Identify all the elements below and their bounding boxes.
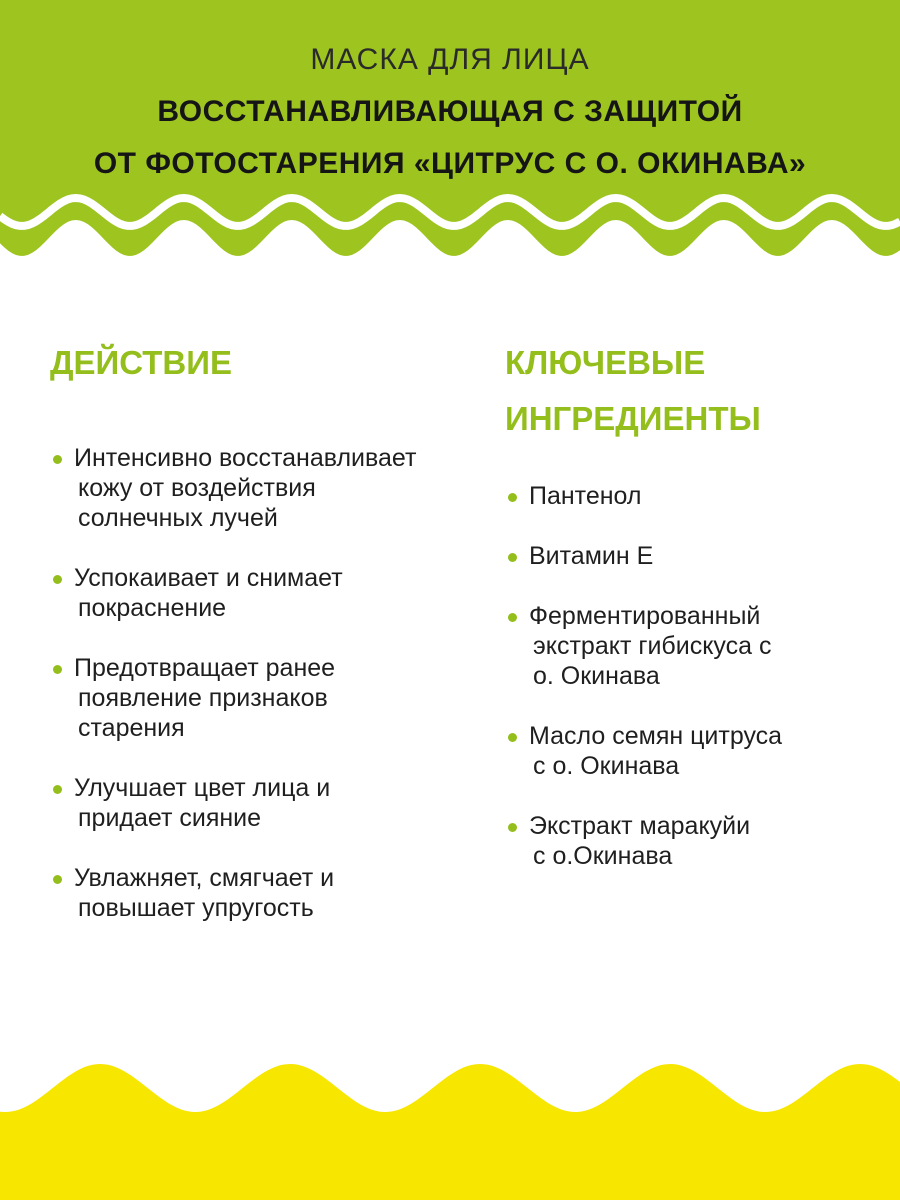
- action-item-text: [74, 653, 470, 743]
- ingredient-item-text: [529, 481, 875, 511]
- ingredients-heading-line-1: КЛЮЧЕВЫЕ: [505, 344, 706, 381]
- action-item: [50, 863, 470, 923]
- ingredient-item-line: Экстракт маракуйи: [529, 812, 751, 840]
- product-title-line-1: ВОССТАНАВЛИВАЮЩАЯ С ЗАЩИТОЙ: [157, 95, 743, 128]
- action-item: [50, 443, 470, 533]
- action-item-line: появление признаков: [78, 684, 328, 712]
- action-item-line: Предотвращает ранее: [74, 654, 336, 682]
- yellow-banner-fill: [0, 1064, 900, 1200]
- ingredients-heading-line-2: ИНГРЕДИЕНТЫ: [505, 400, 761, 437]
- bullet-dot-icon: [508, 553, 517, 562]
- ingredient-item: [505, 481, 875, 511]
- bullet-dot-icon: [508, 613, 517, 622]
- bullet-dot-icon: [53, 575, 62, 584]
- ingredient-item-line: с о.Окинава: [533, 842, 673, 870]
- action-item-text: [74, 863, 470, 923]
- action-item-line: Улучшает цвет лица и: [74, 774, 331, 802]
- header: [0, 40, 900, 190]
- ingredient-item-text: [529, 541, 875, 571]
- ingredient-item-text: [529, 601, 875, 691]
- action-item-text: [74, 443, 470, 533]
- ingredients-heading: [505, 335, 875, 447]
- ingredient-item: [505, 811, 875, 871]
- action-item: [50, 653, 470, 743]
- bullet-dot-icon: [508, 823, 517, 832]
- ingredient-item: [505, 601, 875, 691]
- ingredient-item-text: [529, 811, 875, 871]
- action-item-line: старения: [78, 714, 185, 742]
- action-item-line: кожу от воздействия: [78, 474, 316, 502]
- action-item-line: придает сияние: [78, 804, 262, 832]
- bullet-dot-icon: [53, 455, 62, 464]
- action-item-line: Интенсивно восстанавливает: [74, 444, 417, 472]
- ingredient-item: [505, 541, 875, 571]
- action-item-line: покраснение: [78, 594, 227, 622]
- action-item: [50, 773, 470, 833]
- bullet-dot-icon: [53, 875, 62, 884]
- ingredient-item-line: Пантенол: [529, 482, 642, 510]
- ingredient-item-line: Масло семян цитруса: [529, 722, 783, 750]
- product-category: МАСКА ДЛЯ ЛИЦА: [310, 43, 590, 76]
- ingredient-item-line: экстракт гибискуса с: [533, 632, 772, 660]
- ingredients-list: [505, 481, 875, 871]
- action-item-line: Увлажняет, смягчает и: [74, 864, 335, 892]
- product-title-line-2: ОТ ФОТОСТАРЕНИЯ «ЦИТРУС С О. ОКИНАВА»: [93, 147, 807, 180]
- action-item: [50, 563, 470, 623]
- bullet-dot-icon: [53, 785, 62, 794]
- ingredient-item-line: о. Окинава: [533, 662, 660, 690]
- bullet-dot-icon: [508, 493, 517, 502]
- action-item-text: [74, 563, 470, 623]
- bullet-dot-icon: [508, 733, 517, 742]
- bottom-yellow-wave-banner: [0, 1050, 900, 1200]
- ingredient-item-line: Ферментированный: [529, 602, 761, 630]
- bullet-dot-icon: [53, 665, 62, 674]
- ingredient-item-text: [529, 721, 875, 781]
- ingredient-item-line: Витамин Е: [529, 542, 654, 570]
- action-item-line: солнечных лучей: [78, 504, 278, 532]
- ingredients-column: [505, 335, 875, 901]
- action-heading: [50, 335, 470, 391]
- ingredient-item: [505, 721, 875, 781]
- ingredient-item-line: с о. Окинава: [533, 752, 680, 780]
- action-heading-text: ДЕЙСТВИЕ: [50, 344, 232, 381]
- action-item-line: повышает упругость: [78, 894, 314, 922]
- action-list: [50, 443, 470, 923]
- action-item-line: Успокаивает и снимает: [74, 564, 343, 592]
- action-item-text: [74, 773, 470, 833]
- action-column: [50, 335, 470, 953]
